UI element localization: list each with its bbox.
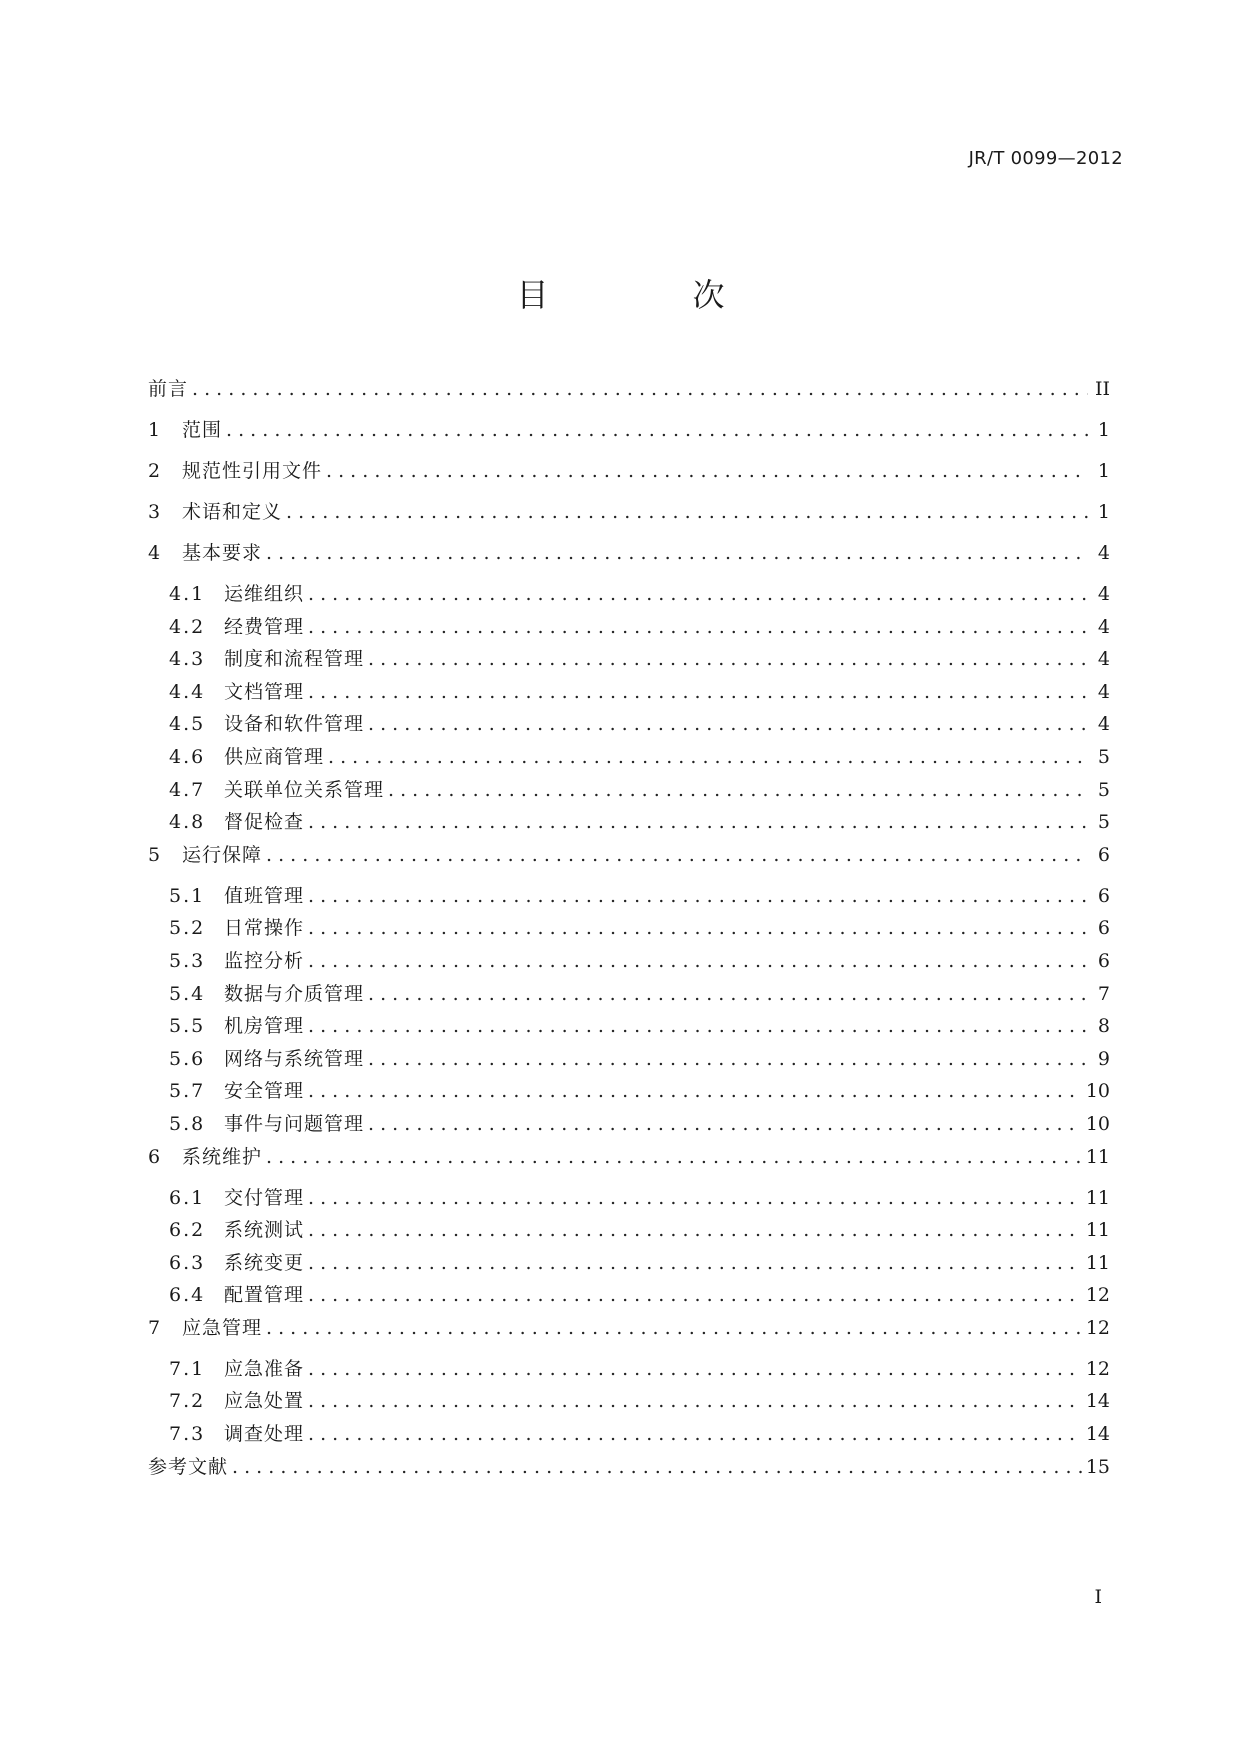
toc-entry-label: 网络与系统管理 (224, 1047, 365, 1070)
toc-dot-leader (388, 779, 1088, 801)
toc-entry-page: 11 (1085, 1219, 1110, 1242)
toc-entry-page: 1 (1097, 460, 1110, 482)
toc-entry-page: 10 (1085, 1080, 1110, 1103)
toc-entry-number: 5.2 (169, 917, 206, 940)
toc-entry-label: 应急管理 (182, 1316, 263, 1339)
toc-chapter-entry[interactable] (148, 538, 1110, 579)
toc-section-entry[interactable] (148, 1386, 1110, 1419)
toc-entry-number: 5.1 (169, 884, 206, 907)
toc-entry-number: 5 (148, 843, 161, 866)
toc-section-entry[interactable] (148, 1248, 1110, 1281)
toc-dot-leader (308, 1187, 1082, 1209)
toc-section-entry[interactable] (148, 1044, 1110, 1077)
toc-entry-page: 6 (1097, 884, 1110, 907)
toc-dot-leader (308, 1252, 1082, 1274)
toc-dot-leader (308, 583, 1088, 605)
toc-entry-page: 5 (1097, 745, 1110, 768)
toc-entry-page: 14 (1085, 1390, 1110, 1413)
toc-entry-number: 5.5 (169, 1015, 206, 1038)
toc-entry-label: 前言 (148, 378, 189, 400)
toc-entry-label: 应急准备 (224, 1357, 305, 1380)
toc-entry-label: 运行保障 (182, 843, 263, 866)
toc-section-entry[interactable] (148, 1011, 1110, 1044)
toc-section-entry[interactable] (148, 579, 1110, 612)
toc-entry-label: 范围 (182, 419, 223, 441)
toc-entry-page: 1 (1097, 501, 1110, 523)
toc-entry-number: 5.7 (169, 1080, 206, 1103)
toc-section-entry[interactable] (148, 742, 1110, 775)
toc-dot-leader (368, 983, 1088, 1005)
toc-dot-leader (308, 681, 1088, 703)
toc-section-entry[interactable] (148, 881, 1110, 914)
toc-section-entry[interactable] (148, 807, 1110, 840)
toc-dot-leader (192, 378, 1088, 400)
toc-chapter-entry[interactable] (148, 456, 1110, 497)
toc-entry-page: 8 (1097, 1015, 1110, 1038)
toc-entry-number: 7 (148, 1316, 161, 1339)
toc-chapter-entry[interactable] (148, 374, 1110, 415)
toc-entry-page: 6 (1097, 843, 1110, 866)
toc-entry-number: 7.3 (169, 1423, 206, 1446)
toc-entry-number: 4.1 (169, 583, 206, 605)
toc-entry-number: 4.7 (169, 778, 206, 801)
toc-entry-number: 1 (148, 419, 161, 441)
toc-entry-page: 4 (1097, 648, 1110, 671)
toc-chapter-entry[interactable] (148, 415, 1110, 456)
toc-entry-label: 运维组织 (224, 583, 305, 605)
toc-dot-leader (266, 1317, 1082, 1339)
toc-entry-label: 供应商管理 (224, 745, 325, 768)
toc-entry-page: 12 (1085, 1284, 1110, 1307)
toc-entry-label: 规范性引用文件 (182, 460, 323, 482)
toc-entry-label: 督促检查 (224, 811, 305, 834)
toc-entry-number: 4.8 (169, 811, 206, 834)
toc-entry-label: 制度和流程管理 (224, 648, 365, 671)
toc-chapter-entry[interactable] (148, 1452, 1110, 1493)
toc-entry-label: 安全管理 (224, 1080, 305, 1103)
toc-entry-label: 设备和软件管理 (224, 713, 365, 736)
toc-section-entry[interactable] (148, 1354, 1110, 1387)
toc-section-entry[interactable] (148, 677, 1110, 710)
toc-entry-label: 监控分析 (224, 949, 305, 972)
toc-dot-leader (308, 616, 1088, 638)
toc-entry-number: 4.5 (169, 713, 206, 736)
toc-section-entry[interactable] (148, 913, 1110, 946)
toc-chapter-entry[interactable] (148, 497, 1110, 538)
toc-entry-label: 参考文献 (148, 1455, 229, 1478)
toc-entry-page: 11 (1085, 1145, 1110, 1168)
toc-dot-leader (308, 811, 1088, 833)
toc-entry-label: 配置管理 (224, 1284, 305, 1307)
toc-dot-leader (266, 844, 1088, 866)
toc-entry-page: 5 (1097, 778, 1110, 801)
toc-entry-label: 关联单位关系管理 (224, 778, 385, 801)
toc-entry-number: 4 (148, 542, 161, 564)
toc-entry-label: 术语和定义 (182, 501, 283, 523)
toc-dot-leader (308, 1358, 1082, 1380)
toc-entry-label: 基本要求 (182, 542, 263, 564)
toc-entry-page: 15 (1085, 1455, 1110, 1478)
toc-chapter-entry[interactable] (148, 1313, 1110, 1354)
toc-entry-number: 5.4 (169, 982, 206, 1005)
toc-entry-number: 5.3 (169, 949, 206, 972)
toc-entry-page: 4 (1097, 583, 1110, 605)
toc-dot-leader (308, 1219, 1082, 1241)
toc-dot-leader (308, 1423, 1082, 1445)
toc-dot-leader (308, 1015, 1088, 1037)
toc-section-entry[interactable] (148, 946, 1110, 979)
toc-dot-leader (328, 746, 1088, 768)
toc-entry-number: 4.3 (169, 648, 206, 671)
toc-section-entry[interactable] (148, 644, 1110, 677)
toc-section-entry[interactable] (148, 979, 1110, 1012)
toc-dot-leader (368, 1048, 1088, 1070)
toc-entry-label: 系统维护 (182, 1145, 263, 1168)
toc-entry-label: 经费管理 (224, 615, 305, 638)
toc-entry-label: 数据与介质管理 (224, 982, 365, 1005)
toc-entry-number: 5.8 (169, 1112, 206, 1135)
toc-entry-page: 4 (1097, 615, 1110, 638)
toc-dot-leader (326, 460, 1088, 482)
toc-entry-label: 应急处置 (224, 1390, 305, 1413)
toc-section-entry[interactable] (148, 1076, 1110, 1109)
toc-entry-page: 12 (1085, 1357, 1110, 1380)
toc-entry-label: 文档管理 (224, 680, 305, 703)
toc-entry-page: 11 (1085, 1251, 1110, 1274)
toc-entry-number: 6.4 (169, 1284, 206, 1307)
toc-chapter-entry[interactable] (148, 840, 1110, 881)
toc-dot-leader (266, 1146, 1082, 1168)
toc-entry-page: 4 (1097, 680, 1110, 703)
toc-entry-number: 4.2 (169, 615, 206, 638)
toc-entry-number: 6 (148, 1145, 161, 1168)
toc-entry-number: 5.6 (169, 1047, 206, 1070)
toc-dot-leader (226, 419, 1088, 441)
page-title: 目 次 (516, 276, 781, 314)
toc-section-entry[interactable] (148, 775, 1110, 808)
toc-dot-leader (286, 501, 1088, 523)
toc-entry-page: 7 (1097, 982, 1110, 1005)
toc-entry-page: II (1094, 378, 1110, 400)
toc-entry-label: 事件与问题管理 (224, 1112, 365, 1135)
toc-entry-number: 4.6 (169, 745, 206, 768)
toc-entry-page: 11 (1085, 1186, 1110, 1209)
toc-entry-page: 1 (1097, 419, 1110, 441)
toc-entry-label: 值班管理 (224, 884, 305, 907)
toc-entry-page: 10 (1085, 1112, 1110, 1135)
toc-section-entry[interactable] (148, 1109, 1110, 1142)
toc-section-entry[interactable] (148, 1280, 1110, 1313)
toc-dot-leader (308, 917, 1088, 939)
toc-section-entry[interactable] (148, 1215, 1110, 1248)
toc-dot-leader (308, 885, 1088, 907)
toc-entry-label: 交付管理 (224, 1186, 305, 1209)
toc-section-entry[interactable] (148, 612, 1110, 645)
toc-entry-label: 系统变更 (224, 1251, 305, 1274)
toc-dot-leader (266, 542, 1088, 564)
toc-entry-number: 3 (148, 501, 161, 523)
toc-entry-label: 机房管理 (224, 1015, 305, 1038)
toc-entry-label: 调查处理 (224, 1423, 305, 1446)
toc-dot-leader (368, 713, 1088, 735)
toc-entry-number: 7.1 (169, 1357, 206, 1380)
toc-entry-label: 日常操作 (224, 917, 305, 940)
toc-entry-label: 系统测试 (224, 1219, 305, 1242)
toc-entry-number: 6.1 (169, 1186, 206, 1209)
toc-chapter-entry[interactable] (148, 1142, 1110, 1183)
page-number: I (1094, 1586, 1102, 1608)
toc-entry-page: 4 (1097, 542, 1110, 564)
toc-dot-leader (308, 1284, 1082, 1306)
toc-entry-number: 2 (148, 460, 161, 482)
toc-entry-number: 6.3 (169, 1251, 206, 1274)
toc-entry-number: 6.2 (169, 1219, 206, 1242)
toc-entry-number: 7.2 (169, 1390, 206, 1413)
toc-section-entry[interactable] (148, 1419, 1110, 1452)
toc-entry-page: 14 (1085, 1423, 1110, 1446)
toc-entry-number: 4.4 (169, 680, 206, 703)
toc-entry-page: 6 (1097, 917, 1110, 940)
table-of-contents (148, 374, 1110, 1493)
toc-dot-leader (368, 1113, 1082, 1135)
toc-entry-page: 12 (1085, 1316, 1110, 1339)
toc-section-entry[interactable] (148, 709, 1110, 742)
toc-dot-leader (368, 648, 1088, 670)
toc-entry-page: 4 (1097, 713, 1110, 736)
toc-entry-page: 5 (1097, 811, 1110, 834)
toc-dot-leader (308, 1390, 1082, 1412)
toc-section-entry[interactable] (148, 1183, 1110, 1216)
document-code: JR/T 0099—2012 (968, 148, 1123, 169)
toc-entry-page: 9 (1097, 1047, 1110, 1070)
toc-dot-leader (232, 1456, 1082, 1478)
toc-entry-page: 6 (1097, 949, 1110, 972)
toc-dot-leader (308, 1080, 1082, 1102)
toc-dot-leader (308, 950, 1088, 972)
